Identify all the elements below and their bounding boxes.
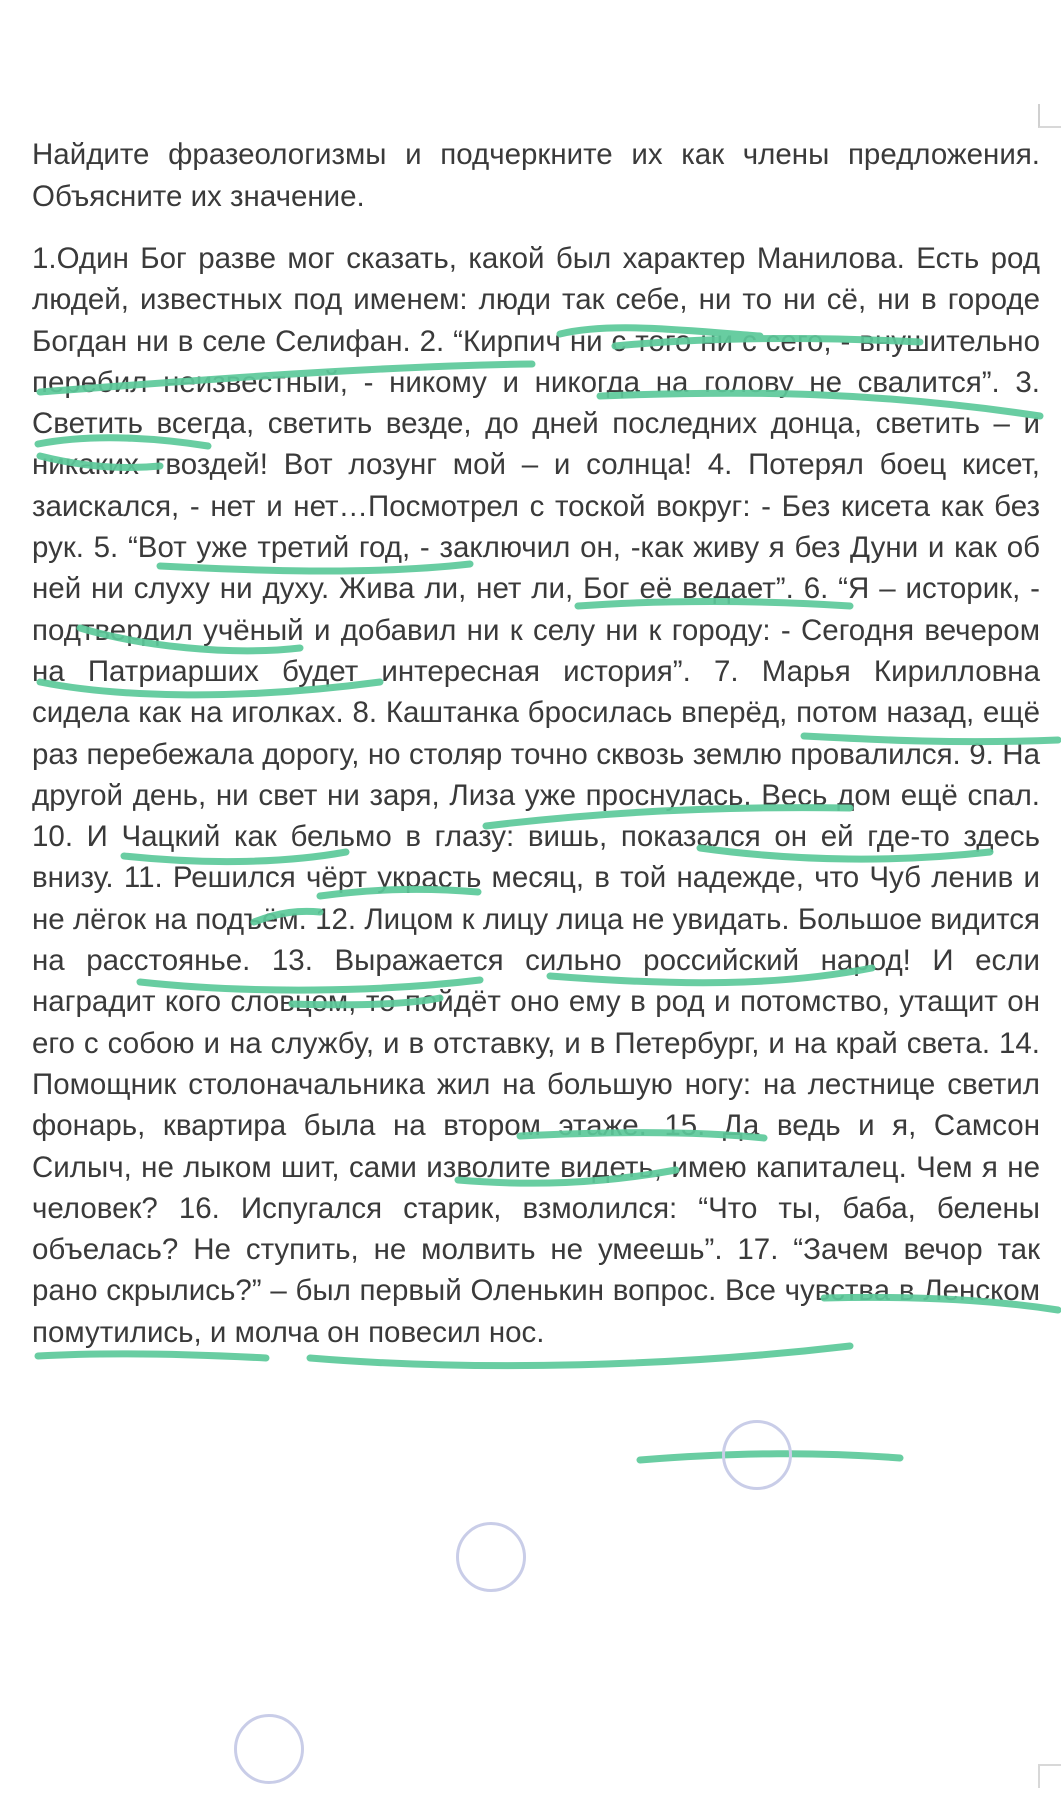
touch-indicator-circle: [722, 1420, 792, 1490]
passage-text: 1.Один Бог разве мог сказать, какой был характер Манилова. Есть род людей, известных под именем: люди так себе, ни то ни сё, ни в городе Богдан ни в селе Селифан. 2. “Кирпич ни с того ни с сего, - внушительно перебил неизвестный, - никому и никогда на голову не свалится”. 3. Светить всегда, светить везде, до дней последних донца, светить – и никаких гвоздей! Вот лозунг мой – и солнца! 4. Потерял боец кисет, заискался, - нет и нет…Посмотрел с тоской вокруг: - Без кисета как без рук. 5. “Вот уже третий год, - заключил он, -как живу я без Дуни и как об ней ни слуху ни духу. Жива ли, нет ли, Бог её ведает”. 6. “Я – историк, - подтвердил учёный и добавил ни к селу ни к городу: - Сегодня вечером на Патриарших будет интересная история”. 7. Марья Кирилловна сидела как на иголках. 8. Каштанка бросилась вперёд, потом назад, ещё раз перебежала дорогу, но столяр точно сквозь землю провалился. 9. На другой день, ни свет ни заря, Лиза уже проснулась. Весь дом ещё спал. 10. И Чацкий как бельмо в глазу: вишь, показался он ей где-то здесь внизу. 11. Решился чёрт украсть месяц, в той надежде, что Чуб ленив и не лёгок на подъём. 12. Лицом к лицу лица не увидать. Большое видится на расстоянье. 13. Выражается сильно российский народ! И если наградит кого словцом, то пойдёт оно ему в род и потомство, утащит он его с собою и на службу, и в отставку, и в Петербург, и на край света. 14. Помощник столоначальника жил на большую ногу: на лестнице светил фонарь, квартира была на втором этаже. 15. Да ведь и я, Самсон Силыч, не лыком шит, сами изволите видеть, имею капиталец. Чем я не человек? 16. Испугался старик, взмолился: “Что ты, баба, белены объелась? Не ступить, не молвить не умеешь”. 17. “Зачем вечор так рано скрылись?” – был первый Оленькин вопрос. Все чувства в Ленском помутились, и молча он повесил нос.: [32, 242, 1040, 1349]
marker-underline: [38, 1354, 266, 1358]
touch-indicator-circle: [234, 1714, 304, 1784]
touch-indicator-circle: [456, 1522, 526, 1592]
page-corner-mark: [1038, 1764, 1061, 1788]
page-corner-mark: [1038, 104, 1061, 128]
task-instruction: Найдите фразеологизмы и подчеркните их как члены предложения. Объясните их значение.: [32, 138, 1040, 213]
